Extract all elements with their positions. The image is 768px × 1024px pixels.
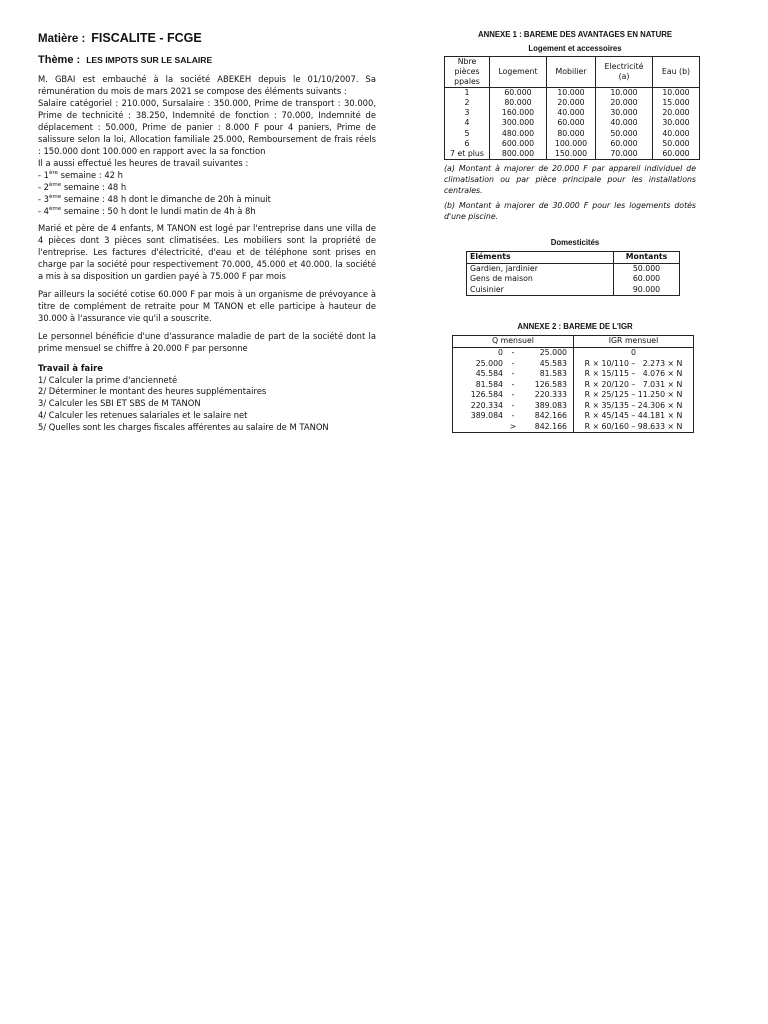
igr-formula-cell: R × 45/145 – 44.181 × N	[574, 411, 694, 422]
week-text: semaine : 50 h dont le lundi matin de 4h à 8h	[61, 205, 256, 216]
housing-paragraph: Marié et père de 4 enfants, M TANON est logé par l'entreprise dans une villa de 4 pièces dont 3 pièces sont climatisées. Les mobiliers sont la propriété de l'entreprise. Les factures d'électricité, d'eau et de téléphone sont prises en charge par la société pour respectivement 70.000, 45.000 et 40.000. la société a mis à sa disposition un gardien payé à 75.000 F par mois	[38, 223, 376, 282]
table-cell: 3	[445, 108, 490, 118]
table-cell: 60.000	[614, 274, 680, 285]
igr-table	[452, 335, 694, 433]
bracket-lower: 389.084	[470, 411, 503, 421]
note-b: (b) Montant à majorer de 30.000 F pour les logements dotés d'une piscine.	[444, 200, 696, 221]
igr-formula-cell: R × 35/135 – 24.306 × N	[574, 401, 694, 412]
week-ordinal: ère	[49, 169, 58, 176]
table-cell: 20.000	[547, 98, 596, 108]
week-item	[38, 206, 376, 218]
table-cell: 80.000	[490, 98, 547, 108]
table-cell: 30.000	[596, 108, 653, 118]
table-row	[453, 369, 694, 380]
column-header: Montants	[614, 252, 680, 264]
week-item	[38, 182, 376, 194]
table-cell: 300.000	[490, 118, 547, 128]
table-cell: 60.000	[547, 118, 596, 128]
table-row	[445, 129, 700, 139]
bracket-separator: -	[511, 390, 515, 400]
bracket-upper: 25.000	[539, 347, 567, 357]
subject-value: FISCALITE - FCGE	[91, 31, 202, 45]
column-header: Eau (b)	[653, 57, 700, 88]
table-cell: Cuisinier	[467, 285, 614, 296]
domesticites-title: Domesticités	[550, 238, 600, 248]
week-text: semaine : 48 h dont le dimanche de 20h à minuit	[61, 193, 271, 204]
bracket-upper: 389.083	[534, 400, 567, 410]
table-cell: Gardien, jardinier	[467, 263, 614, 274]
week-item	[38, 194, 376, 206]
table-cell: 20.000	[653, 108, 700, 118]
table-cell: 10.000	[653, 88, 700, 99]
week-text: semaine : 42 h	[57, 169, 123, 180]
bracket-upper: 81.583	[539, 369, 567, 379]
exercise-column	[38, 30, 376, 434]
bracket-cell	[453, 411, 574, 422]
bracket-lower: 25.000	[475, 358, 503, 368]
table-cell: 70.000	[596, 149, 653, 160]
column-header: Eléments	[467, 252, 614, 264]
table-cell: 15.000	[653, 98, 700, 108]
table-cell: 80.000	[547, 129, 596, 139]
igr-table-body	[453, 347, 694, 432]
todo-title: Travail à faire	[38, 362, 103, 373]
table-row	[445, 98, 700, 108]
todo-item: 5/ Quelles sont les charges fiscales afférentes au salaire de M TANON	[38, 422, 329, 433]
table-row	[445, 149, 700, 160]
bracket-separator: -	[511, 411, 515, 421]
table-row	[467, 274, 680, 285]
insurance-paragraph: Le personnel bénéficie d'une d'assurance maladie de part de la société dont la prime mensuel se chiffre à 20.000 F par personne	[38, 330, 376, 353]
bracket-cell	[453, 422, 574, 433]
igr-formula-cell: R × 20/120 – 7.031 × N	[574, 380, 694, 391]
column-header: IGR mensuel	[574, 336, 694, 348]
table-cell: 40.000	[653, 129, 700, 139]
bracket-separator: -	[511, 358, 515, 368]
column-header: Q mensuel	[453, 336, 574, 348]
bracket-upper: 842.166	[534, 411, 567, 421]
table-row	[453, 380, 694, 391]
annexes-column	[444, 30, 706, 433]
table-cell: 50.000	[614, 263, 680, 274]
weeks-list	[38, 170, 376, 218]
table-cell: 30.000	[653, 118, 700, 128]
bracket-upper: 842.166	[534, 421, 567, 431]
todo-item: 4/ Calculer les retenues salariales et le salaire net	[38, 410, 248, 421]
bracket-separator: -	[511, 369, 515, 379]
table-cell: 2	[445, 98, 490, 108]
theme-value: LES IMPOTS SUR LE SALAIRE	[86, 54, 213, 65]
salary-elements-paragraph: Salaire catégoriel : 210.000, Sursalaire : 350.000, Prime de transport : 30.000, Prime de technicité : 38.250, Indemnité de fonction : 70.000, Indemnité de déplacement : 50.000, Prime de panier : 8.000 F pour 4 paniers, Prime de salissure selon la loi, Allocation familiale 25.000, Remboursement de frais réels : 150.000 dont 100.000 en rapport avec la sa fonction	[38, 98, 376, 156]
bracket-separator: -	[511, 379, 515, 389]
column-header: Mobilier	[547, 57, 596, 88]
week-prefix: - 1	[38, 169, 50, 180]
week-item	[38, 170, 376, 182]
subject-label: Matière :	[38, 33, 86, 45]
column-header: Electricité (a)	[596, 57, 653, 88]
column-header: Logement	[490, 57, 547, 88]
table-row	[445, 88, 700, 99]
table-row	[467, 285, 680, 296]
table-cell: 60.000	[490, 88, 547, 99]
bracket-upper: 220.333	[534, 390, 567, 400]
table-cell: 50.000	[596, 129, 653, 139]
week-ordinal: ème	[49, 181, 62, 188]
bracket-separator: -	[511, 347, 515, 357]
week-ordinal: ème	[49, 205, 62, 212]
bracket-lower: 45.584	[475, 369, 503, 379]
table-row	[453, 390, 694, 401]
table-cell: 600.000	[490, 139, 547, 149]
table-cell: 1	[445, 88, 490, 99]
todo-list	[38, 375, 376, 435]
bracket-upper: 45.583	[539, 358, 567, 368]
domesticites-table-body	[467, 263, 680, 296]
table-row	[445, 108, 700, 118]
week-prefix: - 3	[38, 193, 50, 204]
table-cell: 5	[445, 129, 490, 139]
bracket-lower: 126.584	[470, 390, 503, 400]
bracket-cell	[453, 401, 574, 412]
table-row	[453, 411, 694, 422]
subject-line	[38, 30, 376, 48]
table-row	[445, 118, 700, 128]
table-cell: 60.000	[596, 139, 653, 149]
bracket-lower: 220.334	[470, 400, 503, 410]
table-cell: 90.000	[614, 285, 680, 296]
table-cell: 4	[445, 118, 490, 128]
todo-item: 3/ Calculer les SBI ET SBS de M TANON	[38, 398, 201, 409]
pension-paragraph: Par ailleurs la société cotise 60.000 F par mois à un organisme de prévoyance à titre de complément de retraite pour M TANON et elle participe à hauteur de 30.000 à l'assurance vie qu'il a souscrite.	[38, 289, 376, 323]
bracket-lower: 0	[498, 347, 503, 357]
table-row	[453, 359, 694, 370]
igr-formula-cell: 0	[574, 347, 694, 358]
table-row	[445, 139, 700, 149]
theme-line	[38, 53, 376, 69]
table-cell: 480.000	[490, 129, 547, 139]
igr-formula-cell: R × 10/110 – 2.273 × N	[574, 359, 694, 370]
annexe1-subtitle: Logement et accessoires	[528, 44, 622, 53]
table-cell: 40.000	[596, 118, 653, 128]
theme-label: Thème :	[38, 53, 81, 66]
note-a: (a) Montant à majorer de 20.000 F par appareil individuel de climatisation ou par pièce principale pour les installations centrales.	[444, 163, 696, 195]
table-cell: 160.000	[490, 108, 547, 118]
table-row	[453, 422, 694, 433]
bracket-cell	[453, 380, 574, 391]
todo-item: 1/ Calculer la prime d'ancienneté	[38, 374, 178, 385]
week-text: semaine : 48 h	[61, 181, 127, 192]
table-cell: 50.000	[653, 139, 700, 149]
table-cell: 100.000	[547, 139, 596, 149]
bracket-lower	[459, 422, 503, 433]
bracket-cell	[453, 359, 574, 370]
annexe2-title: ANNEXE 2 : BAREME DE L'IGR	[517, 322, 633, 332]
domesticites-table	[466, 251, 680, 296]
bracket-lower: 81.584	[475, 379, 503, 389]
igr-formula-cell: R × 60/160 – 98.633 × N	[574, 422, 694, 433]
week-prefix: - 4	[38, 205, 50, 216]
table-row	[453, 401, 694, 412]
bracket-separator: -	[511, 400, 515, 410]
bracket-separator: >	[509, 421, 517, 431]
bracket-cell	[453, 347, 574, 358]
benefits-table	[444, 56, 700, 160]
table-cell: 10.000	[547, 88, 596, 99]
todo-item: 2/ Déterminer le montant des heures supplémentaires	[38, 386, 267, 397]
table-cell: Gens de maison	[467, 274, 614, 285]
igr-formula-cell: R × 25/125 – 11.250 × N	[574, 390, 694, 401]
table-cell: 800.000	[490, 149, 547, 160]
week-ordinal: ème	[49, 193, 62, 200]
benefits-table-body	[445, 88, 700, 160]
bracket-upper: 126.583	[534, 379, 567, 389]
table-row	[453, 347, 694, 358]
table-cell: 10.000	[596, 88, 653, 99]
table-cell: 40.000	[547, 108, 596, 118]
igr-formula-cell: R × 15/115 – 4.076 × N	[574, 369, 694, 380]
intro-paragraph: M. GBAI est embauché à la société ABEKEH depuis le 01/10/2007. Sa rémunération du mois de mars 2021 se compose des éléments suivants :	[38, 74, 376, 97]
table-cell: 20.000	[596, 98, 653, 108]
week-prefix: - 2	[38, 181, 50, 192]
hours-intro: Il a aussi effectué les heures de travail suivantes :	[38, 157, 249, 168]
bracket-cell	[453, 390, 574, 401]
table-cell: 7 et plus	[445, 149, 490, 160]
table-cell: 150.000	[547, 149, 596, 160]
column-header: Nbre pièces ppales	[445, 57, 490, 88]
bracket-cell	[453, 369, 574, 380]
annexe1-title: ANNEXE 1 : BAREME DES AVANTAGES EN NATURE	[477, 30, 673, 39]
table-cell: 60.000	[653, 149, 700, 160]
table-cell: 6	[445, 139, 490, 149]
table-row	[467, 263, 680, 274]
